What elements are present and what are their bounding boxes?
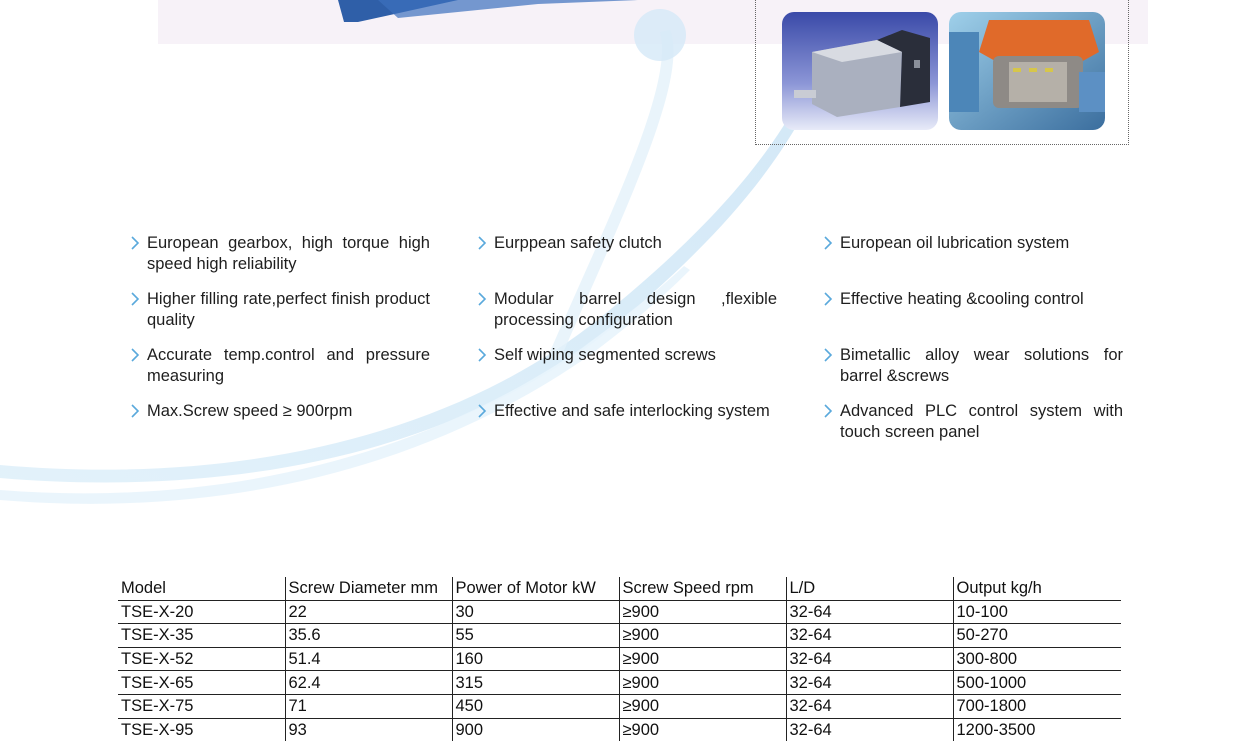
table-cell: TSE-X-95 — [121, 720, 194, 739]
table-cell: 71 — [285, 694, 452, 718]
table-cell: ≥900 — [619, 718, 786, 741]
coupling-photo — [949, 12, 1105, 130]
table-cell: 32-64 — [786, 671, 953, 695]
table-row — [118, 600, 1121, 624]
feature-text: Bimetallic alloy wear solutions for barrel &screws — [840, 346, 1123, 385]
table-cell: 62.4 — [285, 671, 452, 695]
table-cell: 500-1000 — [953, 671, 1121, 695]
table-cell: 22 — [285, 600, 452, 624]
table-header-row — [118, 577, 1121, 600]
column-header: Output kg/h — [953, 577, 1121, 600]
feature-item — [477, 345, 777, 366]
chevron-right-icon — [477, 404, 487, 418]
chevron-right-icon — [823, 348, 833, 362]
table-cell: 700-1800 — [953, 694, 1121, 718]
table-cell: 32-64 — [786, 600, 953, 624]
table-row — [118, 647, 1121, 671]
table-cell: 10-100 — [953, 600, 1121, 624]
table-cell: 93 — [285, 718, 452, 741]
feature-item — [130, 345, 430, 387]
machine-image-fragment — [338, 0, 638, 24]
chevron-right-icon — [130, 292, 140, 306]
table-cell: 32-64 — [786, 718, 953, 741]
motor-photo — [782, 12, 938, 130]
feature-text: Eurppean safety clutch — [494, 234, 662, 252]
table-cell: ≥900 — [619, 647, 786, 671]
feature-item — [823, 233, 1123, 254]
feature-item — [477, 401, 777, 422]
chevron-right-icon — [477, 292, 487, 306]
table-cell: 900 — [452, 718, 619, 741]
feature-text: European gearbox, high torque high speed high reliability — [147, 234, 430, 273]
table-cell: 35.6 — [285, 624, 452, 648]
table-cell: TSE-X-52 — [118, 647, 285, 671]
chevron-right-icon — [823, 404, 833, 418]
table-cell: ≥900 — [619, 600, 786, 624]
chevron-right-icon — [823, 236, 833, 250]
table-cell: 160 — [452, 647, 619, 671]
table-row — [118, 671, 1121, 695]
feature-item — [130, 233, 430, 275]
feature-text: Effective and safe interlocking system — [494, 402, 770, 420]
feature-text: Higher filling rate,perfect finish product quality — [147, 290, 430, 329]
feature-text: Effective heating &cooling control — [840, 290, 1084, 308]
table-row — [118, 624, 1121, 648]
table-row — [118, 694, 1121, 718]
table-cell: TSE-X-65 — [118, 671, 285, 695]
table-cell: 300-800 — [953, 647, 1121, 671]
chevron-right-icon — [130, 404, 140, 418]
column-header: Power of Motor kW — [452, 577, 619, 600]
feature-text: Self wiping segmented screws — [494, 346, 716, 364]
feature-item — [130, 289, 430, 331]
column-header: L/D — [786, 577, 953, 600]
column-header: Screw Diameter mm — [285, 577, 452, 600]
chevron-right-icon — [130, 236, 140, 250]
table-cell: 55 — [452, 624, 619, 648]
feature-text: Modular barrel design ,flexible processing configuration — [494, 290, 777, 329]
feature-item — [823, 345, 1123, 387]
specification-table — [118, 577, 1121, 741]
feature-text: European oil lubrication system — [840, 234, 1070, 252]
table-cell: 1200-3500 — [953, 718, 1121, 741]
feature-text: Advanced PLC control system with touch screen panel — [840, 402, 1123, 441]
feature-item — [130, 401, 430, 422]
table-cell: 450 — [452, 694, 619, 718]
table-cell: TSE-X-20 — [118, 600, 285, 624]
table-cell: 315 — [452, 671, 619, 695]
feature-item — [823, 401, 1123, 443]
feature-text: Accurate temp.control and pressure measuring — [147, 346, 430, 385]
table-cell: 32-64 — [786, 694, 953, 718]
table-cell: ≥900 — [619, 671, 786, 695]
chevron-right-icon — [823, 292, 833, 306]
column-header: Screw Speed rpm — [619, 577, 786, 600]
table-row — [118, 718, 1121, 741]
chevron-right-icon — [477, 348, 487, 362]
component-photos-frame — [755, 0, 1129, 145]
table-cell: 32-64 — [786, 624, 953, 648]
table-cell: 30 — [452, 600, 619, 624]
column-header: Model — [118, 577, 285, 600]
table-cell: ≥900 — [619, 694, 786, 718]
feature-item — [823, 289, 1123, 310]
feature-text: Max.Screw speed ≥ 900rpm — [147, 402, 353, 420]
table-cell: 50-270 — [953, 624, 1121, 648]
table-cell: TSE-X-75 — [118, 694, 285, 718]
feature-item — [477, 289, 777, 331]
table-cell: 32-64 — [786, 647, 953, 671]
table-cell: 51.4 — [285, 647, 452, 671]
feature-item — [477, 233, 777, 254]
chevron-right-icon — [130, 348, 140, 362]
table-cell: ≥900 — [619, 624, 786, 648]
table-cell: TSE-X-35 — [118, 624, 285, 648]
chevron-right-icon — [477, 236, 487, 250]
